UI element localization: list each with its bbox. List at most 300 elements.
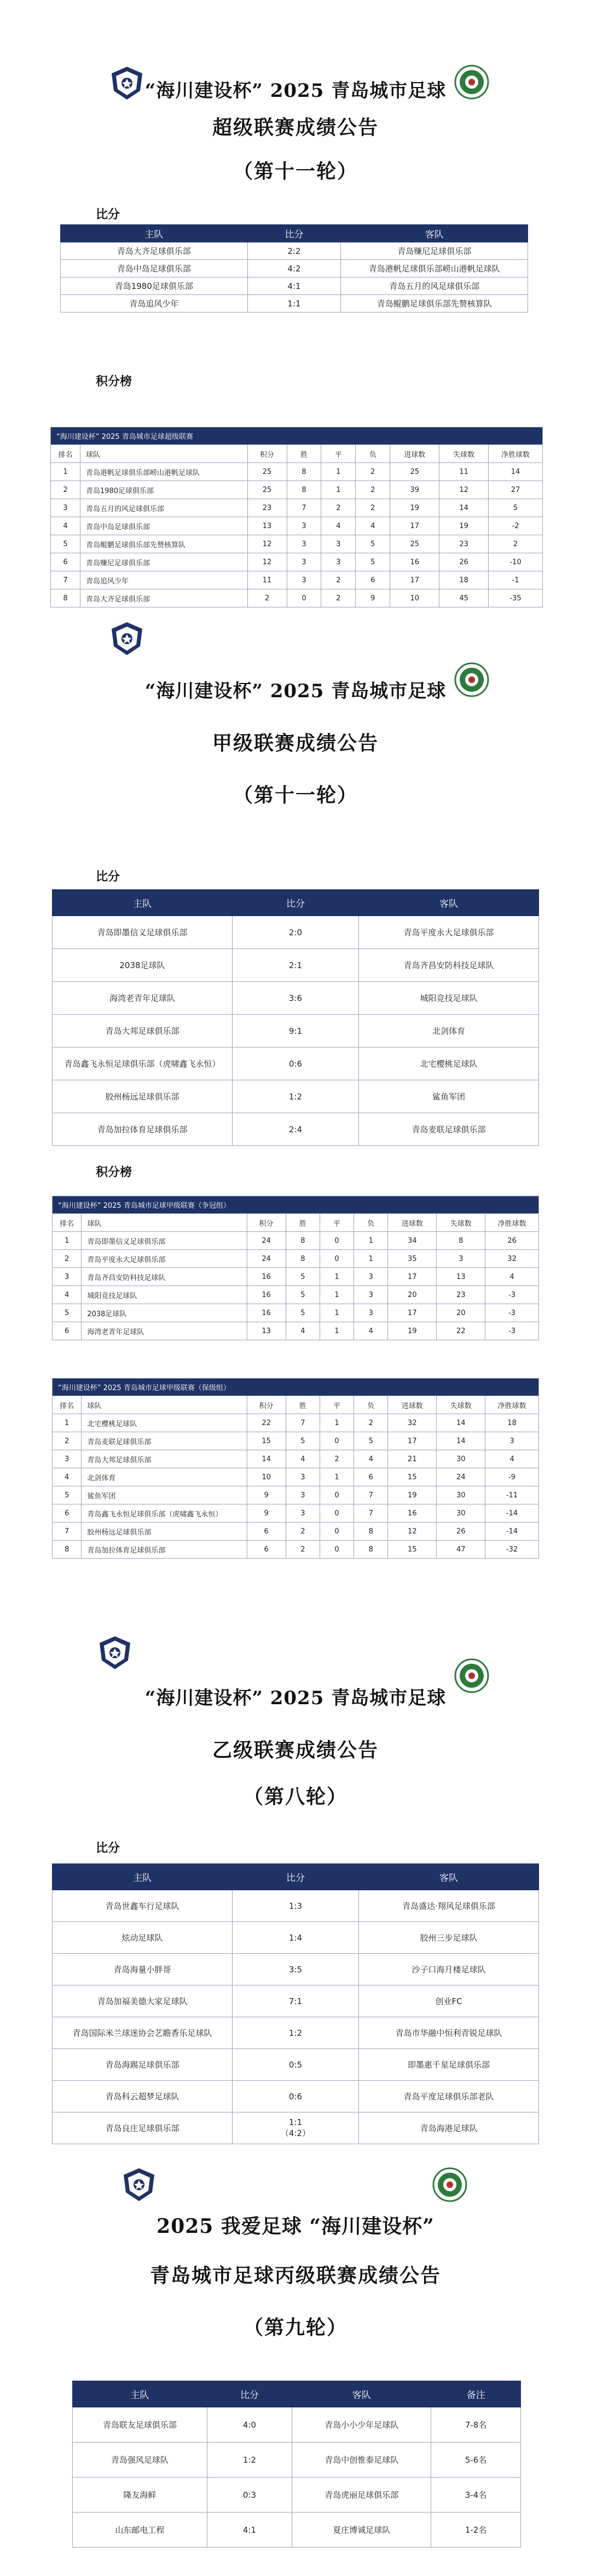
- stat-cell: 5: [489, 499, 543, 517]
- stat-cell: 3: [287, 517, 321, 535]
- table-row: [73, 2477, 521, 2513]
- stat-cell: 1: [320, 1414, 354, 1432]
- stat-cell: 6: [247, 1523, 286, 1541]
- stat-cell: 5: [286, 1268, 320, 1286]
- stat-cell: 6: [356, 571, 390, 589]
- standings-row: [53, 1432, 539, 1450]
- stat-cell: 3: [354, 1268, 388, 1286]
- home-team-cell: 青岛科云超梦足球队: [53, 2081, 233, 2112]
- stat-cell: 8: [354, 1523, 388, 1541]
- stat-cell: 21: [388, 1450, 437, 1468]
- stat-cell: 9: [247, 1486, 286, 1504]
- section4-results-table: [72, 2381, 521, 2548]
- stat-cell: 35: [388, 1250, 437, 1268]
- away-team-cell: 夏庄博诚足球队: [292, 2513, 431, 2548]
- team-name-cell: 海湾老青年足球队: [82, 1322, 247, 1340]
- stat-cell: -32: [485, 1541, 539, 1559]
- away-team-cell: 青岛中创惟泰足球队: [292, 2442, 431, 2477]
- standings-header-cell: 胜: [287, 445, 321, 463]
- col-score: 比分: [247, 225, 341, 242]
- stat-cell: 18: [485, 1414, 539, 1432]
- score-cell: 1:2: [207, 2442, 292, 2477]
- standings-row: [53, 1504, 539, 1523]
- away-team-cell: 北剑体育: [359, 1015, 539, 1047]
- away-team-cell: 青岛盛达·翔风足球俱乐部: [359, 1890, 539, 1922]
- standings-caption: “海川建设杯” 2025 青岛城市足球超级联赛: [51, 427, 543, 445]
- stat-cell: 7: [53, 1523, 82, 1541]
- col-score: 比分: [232, 890, 358, 916]
- stat-cell: 8: [286, 1232, 320, 1250]
- stat-cell: 17: [388, 1268, 437, 1286]
- stat-cell: 20: [388, 1286, 437, 1304]
- standings-row: [51, 481, 543, 499]
- stat-cell: -11: [485, 1486, 539, 1504]
- stat-cell: -9: [485, 1468, 539, 1486]
- section1-title-line2: 超级联赛成绩公告: [212, 116, 379, 139]
- stat-cell: 2: [321, 499, 356, 517]
- table-header-row: [53, 1864, 539, 1890]
- standings-row: [51, 553, 543, 571]
- stat-cell: 6: [53, 1504, 82, 1523]
- section4-title-line2: 青岛城市足球丙级联赛成绩公告: [149, 2264, 441, 2287]
- stat-cell: 1: [320, 1268, 354, 1286]
- stat-cell: 1: [320, 1468, 354, 1486]
- stat-cell: 8: [287, 463, 321, 481]
- team-name-cell: 青岛大邦足球俱乐部: [82, 1450, 247, 1468]
- away-team-cell: 创业FC: [359, 1985, 539, 2017]
- stat-cell: 34: [388, 1232, 437, 1250]
- table-row: [53, 1890, 539, 1922]
- standings-header-cell: 净胜球数: [485, 1396, 539, 1414]
- table-row: [53, 1922, 539, 1954]
- stat-cell: 0: [320, 1504, 354, 1523]
- section2-title-line1: “海川建设杯” 2025 青岛城市足球: [144, 680, 447, 702]
- section3-round: （第八轮）: [243, 1785, 347, 1808]
- stat-cell: 30: [437, 1504, 485, 1523]
- stat-cell: 25: [247, 463, 287, 481]
- stat-cell: 0: [320, 1232, 354, 1250]
- section2-round: （第十一轮）: [233, 784, 358, 807]
- stat-cell: 2: [489, 535, 543, 553]
- stat-cell: 45: [439, 589, 489, 607]
- stat-cell: 8: [53, 1541, 82, 1559]
- standings-header-cell: 平: [320, 1214, 354, 1232]
- stat-cell: 16: [247, 1268, 286, 1286]
- home-team-cell: 青岛鑫飞永恒足球俱乐部（虎啸鑫飞永恒）: [53, 1047, 233, 1080]
- note-cell: 7-8名: [431, 2407, 521, 2442]
- stat-cell: 2: [286, 1523, 320, 1541]
- score-cell: 4:2: [247, 260, 341, 277]
- stat-cell: 3: [286, 1504, 320, 1523]
- col-home: 主队: [53, 890, 233, 916]
- away-team-cell: 即墨惠千星足球俱乐部: [359, 2049, 539, 2081]
- stat-cell: 16: [247, 1304, 286, 1322]
- stat-cell: 8: [286, 1250, 320, 1268]
- stat-cell: 1: [51, 463, 80, 481]
- stat-cell: 0: [320, 1523, 354, 1541]
- team-name-cell: 青岛大齐足球俱乐部: [80, 589, 247, 607]
- stat-cell: 11: [247, 571, 287, 589]
- stat-cell: 5: [356, 553, 390, 571]
- standings-header-cell: 胜: [286, 1396, 320, 1414]
- home-team-cell: 青岛良庄足球俱乐部: [53, 2112, 233, 2144]
- stat-cell: 25: [390, 463, 439, 481]
- team-name-cell: 青岛平度永大足球俱乐部: [82, 1250, 247, 1268]
- stat-cell: 24: [437, 1468, 485, 1486]
- team-name-cell: 青岛1980足球俱乐部: [80, 481, 247, 499]
- stat-cell: 14: [439, 499, 489, 517]
- table-row: [53, 1954, 539, 1985]
- stat-cell: 27: [489, 481, 543, 499]
- stat-cell: 4: [286, 1450, 320, 1468]
- association-badge-icon: [432, 2167, 467, 2202]
- stat-cell: 3: [51, 499, 80, 517]
- stat-cell: 11: [439, 463, 489, 481]
- stat-cell: 16: [247, 1286, 286, 1304]
- score-cell: 1:3: [232, 1890, 358, 1922]
- team-name-cell: 青岛即墨信义足球俱乐部: [82, 1232, 247, 1250]
- stat-cell: 3: [287, 535, 321, 553]
- col-score: 比分: [207, 2381, 292, 2407]
- stat-cell: 3: [354, 1286, 388, 1304]
- score-cell: 3:6: [232, 982, 358, 1015]
- standings-header-cell: 失球数: [439, 445, 489, 463]
- home-team-cell: 青岛海踢足球俱乐部: [53, 2049, 233, 2081]
- score-cell: 2:0: [232, 916, 358, 949]
- stat-cell: 1: [354, 1232, 388, 1250]
- home-team-cell: 青岛即墨信义足球俱乐部: [53, 916, 233, 949]
- stat-cell: 3: [287, 571, 321, 589]
- score-cell: 4:0: [207, 2407, 292, 2442]
- stat-cell: 0: [320, 1250, 354, 1268]
- table-row: [73, 2407, 521, 2442]
- stat-cell: 0: [287, 589, 321, 607]
- standings-row: [53, 1286, 539, 1304]
- section2-results-table: [52, 889, 539, 1146]
- standings-header-cell: 球队: [82, 1396, 247, 1414]
- club-crest-icon: [97, 1635, 132, 1670]
- stat-cell: 4: [354, 1322, 388, 1340]
- stat-cell: 12: [439, 481, 489, 499]
- stat-cell: 23: [439, 535, 489, 553]
- standings-caption: “海川建设杯” 2025 青岛城市足球甲级联赛（争冠组）: [53, 1196, 539, 1214]
- standings-header-row: [53, 1214, 539, 1232]
- team-name-cell: 青岛港帆足球俱乐部崂山港帆足球队: [80, 463, 247, 481]
- standings-header-cell: 积分: [247, 445, 287, 463]
- score-cell: 1:2: [232, 1080, 358, 1113]
- score-cell: 0:6: [232, 2081, 358, 2112]
- stat-cell: 32: [388, 1414, 437, 1432]
- team-name-cell: 青岛五月的风足球俱乐部: [80, 499, 247, 517]
- stat-cell: 5: [356, 535, 390, 553]
- table-row: [53, 2081, 539, 2112]
- standings-header-cell: 进球数: [388, 1214, 437, 1232]
- stat-cell: 23: [437, 1286, 485, 1304]
- standings-row: [53, 1486, 539, 1504]
- stat-cell: 8: [437, 1232, 485, 1250]
- table-row: [53, 1985, 539, 2017]
- standings-row: [53, 1250, 539, 1268]
- section1-standings-table: [50, 427, 543, 607]
- team-name-cell: 北宅樱桃足球队: [82, 1414, 247, 1432]
- stat-cell: 2: [51, 481, 80, 499]
- standings-row: [53, 1232, 539, 1250]
- stat-cell: 13: [247, 517, 287, 535]
- table-row: [53, 1113, 539, 1146]
- section2-standings-group-b: [52, 1378, 539, 1559]
- home-team-cell: 青岛加福美德大家足球队: [53, 1985, 233, 2017]
- stat-cell: 14: [247, 1450, 286, 1468]
- stat-cell: 20: [437, 1304, 485, 1322]
- team-name-cell: 城阳竞技足球队: [82, 1286, 247, 1304]
- stat-cell: 5: [53, 1304, 82, 1322]
- score-cell: 9:1: [232, 1015, 358, 1047]
- stat-cell: 4: [53, 1286, 82, 1304]
- stat-cell: -2: [489, 517, 543, 535]
- stat-cell: 4: [51, 517, 80, 535]
- table-row: [61, 295, 528, 312]
- stat-cell: 3: [286, 1468, 320, 1486]
- standings-header-cell: 净胜球数: [489, 445, 543, 463]
- team-name-cell: 青岛鲲鹏足球俱乐部先赞核算队: [80, 535, 247, 553]
- stat-cell: 47: [437, 1541, 485, 1559]
- score-cell: 4:1: [207, 2513, 292, 2548]
- section3-title-line1: “海川建设杯” 2025 青岛城市足球: [144, 1687, 447, 1709]
- home-team-cell: 青岛大邦足球俱乐部: [53, 1015, 233, 1047]
- stat-cell: 24: [247, 1250, 286, 1268]
- col-away: 客队: [359, 1864, 539, 1890]
- stat-cell: -35: [489, 589, 543, 607]
- team-name-cell: 青岛加拉体育足球俱乐部: [82, 1541, 247, 1559]
- stat-cell: 30: [437, 1450, 485, 1468]
- stat-cell: 2: [286, 1541, 320, 1559]
- stat-cell: 1: [321, 481, 356, 499]
- standings-header-cell: 积分: [247, 1396, 286, 1414]
- home-team-cell: 青岛海量小胖哥: [53, 1954, 233, 1985]
- stat-cell: 5: [354, 1432, 388, 1450]
- score-cell: 4:1: [247, 277, 341, 295]
- note-cell: 1-2名: [431, 2513, 521, 2548]
- team-name-cell: 鲨鱼军团: [82, 1486, 247, 1504]
- section4-title-line1: 2025 我爱足球 “海川建设杯”: [157, 2215, 434, 2238]
- table-row: [61, 260, 528, 277]
- stat-cell: 26: [437, 1523, 485, 1541]
- note-cell: 5-6名: [431, 2442, 521, 2477]
- stat-cell: 12: [388, 1523, 437, 1541]
- standings-header-cell: 球队: [80, 445, 247, 463]
- away-team-cell: 青岛平度足球俱乐部老队: [359, 2081, 539, 2112]
- standings-row: [51, 463, 543, 481]
- table-row: [53, 2049, 539, 2081]
- away-team-cell: 青岛麦联足球俱乐部: [359, 1113, 539, 1146]
- section2-standings-label: 积分榜: [96, 1166, 132, 1179]
- standings-row: [53, 1414, 539, 1432]
- table-row: [53, 1080, 539, 1113]
- score-cell: 7:1: [232, 1985, 358, 2017]
- section1-round: （第十一轮）: [233, 160, 358, 183]
- stat-cell: 2: [53, 1432, 82, 1450]
- stat-cell: 12: [247, 535, 287, 553]
- standings-header-cell: 失球数: [437, 1214, 485, 1232]
- stat-cell: 24: [247, 1232, 286, 1250]
- team-name-cell: 胶州杨远足球俱乐部: [82, 1523, 247, 1541]
- stat-cell: 3: [437, 1250, 485, 1268]
- away-team-cell: 青岛市华融中恒利青锐足球队: [359, 2017, 539, 2049]
- stat-cell: 2: [356, 463, 390, 481]
- score-cell: 2:4: [232, 1113, 358, 1146]
- stat-cell: -1: [489, 571, 543, 589]
- stat-cell: 4: [356, 517, 390, 535]
- stat-cell: 2: [247, 589, 287, 607]
- col-home: 主队: [53, 1864, 233, 1890]
- stat-cell: 1: [321, 463, 356, 481]
- stat-cell: 7: [286, 1414, 320, 1432]
- stat-cell: 18: [439, 571, 489, 589]
- stat-cell: 10: [390, 589, 439, 607]
- table-row: [53, 916, 539, 949]
- section3-results-table: [52, 1863, 539, 2144]
- away-team-cell: 沙子口海月楼足球队: [359, 1954, 539, 1985]
- section3-results-label: 比分: [96, 1842, 120, 1855]
- note-cell: 3-4名: [431, 2477, 521, 2513]
- standings-header-cell: 平: [320, 1396, 354, 1414]
- away-team-cell: 青岛齐昌安防科技足球队: [359, 949, 539, 982]
- stat-cell: 8: [51, 589, 80, 607]
- stat-cell: 6: [247, 1541, 286, 1559]
- table-row: [53, 1015, 539, 1047]
- table-header-row: [61, 225, 528, 242]
- stat-cell: 5: [286, 1286, 320, 1304]
- stat-cell: 2: [321, 589, 356, 607]
- stat-cell: 7: [51, 571, 80, 589]
- col-away: 客队: [341, 225, 528, 242]
- stat-cell: 17: [388, 1432, 437, 1450]
- stat-cell: 1: [53, 1232, 82, 1250]
- stat-cell: 16: [388, 1504, 437, 1523]
- stat-cell: 2: [356, 499, 390, 517]
- stat-cell: 2: [356, 481, 390, 499]
- stat-cell: 17: [388, 1304, 437, 1322]
- standings-header-cell: 负: [354, 1396, 388, 1414]
- team-name-cell: 2038足球队: [82, 1304, 247, 1322]
- team-name-cell: 青岛麦联足球俱乐部: [82, 1432, 247, 1450]
- standings-row: [51, 535, 543, 553]
- away-team-cell: 青岛港帆足球俱乐部崂山港帆足球队: [341, 260, 528, 277]
- stat-cell: 0: [320, 1541, 354, 1559]
- standings-row: [51, 499, 543, 517]
- stat-cell: 6: [354, 1468, 388, 1486]
- standings-header-cell: 负: [356, 445, 390, 463]
- score-cell: 0:3: [207, 2477, 292, 2513]
- stat-cell: 15: [247, 1432, 286, 1450]
- standings-row: [51, 517, 543, 535]
- standings-header-row: [53, 1396, 539, 1414]
- standings-row: [53, 1523, 539, 1541]
- section1-standings-label: 积分榜: [96, 375, 132, 389]
- stat-cell: 3: [354, 1304, 388, 1322]
- stat-cell: 2: [354, 1414, 388, 1432]
- standings-header-cell: 进球数: [390, 445, 439, 463]
- score-cell: 1:1: [247, 295, 341, 312]
- team-name-cell: 青岛追风少年: [80, 571, 247, 589]
- stat-cell: 19: [388, 1486, 437, 1504]
- standings-header-cell: 失球数: [437, 1396, 485, 1414]
- stat-cell: -3: [485, 1286, 539, 1304]
- standings-caption: “海川建设杯” 2025 青岛城市足球甲级联赛（保级组）: [53, 1379, 539, 1396]
- stat-cell: 14: [489, 463, 543, 481]
- stat-cell: 15: [388, 1541, 437, 1559]
- stat-cell: 4: [485, 1268, 539, 1286]
- stat-cell: 6: [51, 553, 80, 571]
- stat-cell: 19: [388, 1322, 437, 1340]
- stat-cell: 7: [354, 1486, 388, 1504]
- score-cell: 2:1: [232, 949, 358, 982]
- table-row: [53, 982, 539, 1015]
- stat-cell: 3: [53, 1450, 82, 1468]
- stat-cell: 22: [437, 1322, 485, 1340]
- away-team-cell: 青岛海港足球队: [359, 2112, 539, 2144]
- col-score: 比分: [232, 1864, 358, 1890]
- home-team-cell: 青岛国际米兰球迷协会艺瞻香乐足球队: [53, 2017, 233, 2049]
- stat-cell: 5: [286, 1432, 320, 1450]
- stat-cell: 25: [247, 481, 287, 499]
- stat-cell: 5: [53, 1486, 82, 1504]
- stat-cell: 19: [439, 517, 489, 535]
- stat-cell: 17: [390, 517, 439, 535]
- stat-cell: 3: [321, 535, 356, 553]
- stat-cell: 3: [286, 1486, 320, 1504]
- table-row: [53, 949, 539, 982]
- home-team-cell: 青岛加拉体育足球俱乐部: [53, 1113, 233, 1146]
- away-team-cell: 青岛小小少年足球队: [292, 2407, 431, 2442]
- stat-cell: 14: [437, 1432, 485, 1450]
- stat-cell: 4: [53, 1468, 82, 1486]
- stat-cell: 0: [320, 1432, 354, 1450]
- standings-header-cell: 胜: [286, 1214, 320, 1232]
- score-cell: 0:6: [232, 1047, 358, 1080]
- stat-cell: 8: [287, 481, 321, 499]
- table-row: [53, 2112, 539, 2144]
- table-row: [73, 2513, 521, 2548]
- away-team-cell: 青岛五月的风足球俱乐部: [341, 277, 528, 295]
- standings-row: [53, 1304, 539, 1322]
- col-away: 客队: [359, 890, 539, 916]
- section1-title-line1: “海川建设杯” 2025 青岛城市足球: [144, 80, 447, 102]
- away-team-cell: 青岛赚尼足球俱乐部: [341, 242, 528, 260]
- home-team-cell: 青岛中岛足球俱乐部: [61, 260, 248, 277]
- stat-cell: 1: [320, 1322, 354, 1340]
- stat-cell: 3: [485, 1432, 539, 1450]
- team-name-cell: 北剑体育: [82, 1468, 247, 1486]
- club-crest-icon: [109, 621, 144, 656]
- stat-cell: 4: [286, 1322, 320, 1340]
- stat-cell: 13: [437, 1268, 485, 1286]
- standings-header-row: [51, 445, 543, 463]
- stat-cell: 2: [53, 1250, 82, 1268]
- stat-cell: 23: [247, 499, 287, 517]
- stat-cell: 13: [247, 1322, 286, 1340]
- table-row: [61, 242, 528, 260]
- standings-row: [51, 589, 543, 607]
- score-cell: 1:1 （4:2）: [232, 2112, 358, 2144]
- standings-row: [53, 1268, 539, 1286]
- stat-cell: 7: [354, 1504, 388, 1523]
- stat-cell: 3: [53, 1268, 82, 1286]
- home-team-cell: 青岛1980足球俱乐部: [61, 277, 248, 295]
- section1-results-table: [60, 224, 528, 312]
- stat-cell: 1: [53, 1414, 82, 1432]
- standings-header-cell: 排名: [51, 445, 80, 463]
